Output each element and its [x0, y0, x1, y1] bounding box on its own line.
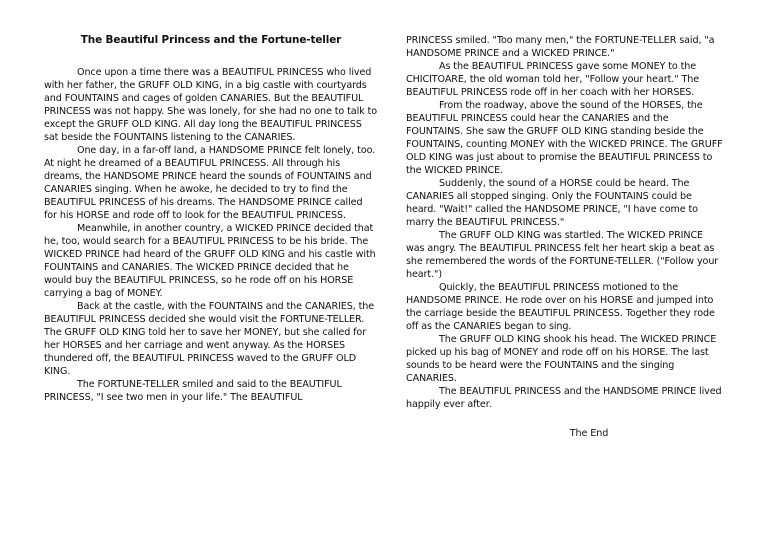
paragraph: The FORTUNE-TELLER smiled and said to the BEAUTIFUL PRINCESS, "I see two men in your life." The BEAUTIFUL [44, 379, 342, 403]
paragraph: Back at the castle, with the FOUNTAINS and the CANARIES, the BEAUTIFUL PRINCESS decided she would visit the FORTUNE-TELLER. The GRUFF OLD KING told her to save her MONEY, but she called for her HORSES and her carriage and went anyway. As the HORSES thundered off, the BEAUTIFUL PRINCESS waved to the GRUFF OLD KING. [44, 301, 375, 377]
paragraph: From the roadway, above the sound of the HORSES, the BEAUTIFUL PRINCESS could hear the CANARIES and the FOUNTAINS. She saw the GRUFF OLD KING standing beside the FOUNTAINS, counting MONEY with the WICKED PRINCE. The GRUFF OLD KING was just about to promise the BEAUTIFUL PRINCESS to the WICKED PRINCE. [406, 100, 723, 176]
paragraph: Suddenly, the sound of a HORSE could be heard. The CANARIES all stopped singing. Only the FOUNTAINS could be heard. "Wait!" called the HANDSOME PRINCE, "I have come to marry the BEAUTIFUL PRINCESS." [406, 178, 698, 228]
paragraph: Once upon a time there was a BEAUTIFUL PRINCESS who lived with her father, the GRUFF OLD KING, in a big castle with courtyards and FOUNTAINS and cages of golden CANARIES. But the BEAUTIFUL PRINCESS was not happy. She was lonely, for she had no one to talk to except the GRUFF OLD KING. All day long the BEAUTIFUL PRINCESS sat beside the FOUNTAINS listening to the CANARIES. [44, 67, 377, 143]
paragraph: The GRUFF OLD KING shook his head. The WICKED PRINCE picked up his bag of MONEY and rode off on his HORSE. The last sounds to be heard were the FOUNTAINS and the singing CANARIES. [406, 334, 717, 384]
the-end-label: The End [569, 428, 609, 439]
story-title: The Beautiful Princess and the Fortune-teller [80, 34, 342, 46]
paragraph: The GRUFF OLD KING was startled. The WICKED PRINCE was angry. The BEAUTIFUL PRINCESS felt her heart skip a beat as she remembered the words of the FORTUNE-TELLER. ("Follow your heart.") [406, 230, 719, 280]
paragraph: Meanwhile, in another country, a WICKED PRINCE decided that he, too, would search for a BEAUTIFUL PRINCESS to be his bride. The WICKED PRINCE had heard of the GRUFF OLD KING and his castle with FOUNTAINS and CANARIES. The WICKED PRINCE decided that he would buy the BEAUTIFUL PRINCESS, so he rode off on his HORSE carrying a bag of MONEY. [44, 223, 376, 299]
paragraph: As the BEAUTIFUL PRINCESS gave some MONEY to the CHICITOARE, the old woman told her, "Follow your heart." The BEAUTIFUL PRINCESS rode off in her coach with her HORSES. [406, 61, 700, 98]
paragraph: Quickly, the BEAUTIFUL PRINCESS motioned to the HANDSOME PRINCE. He rode over on his HORSE and jumped into the carriage beside the BEAUTIFUL PRINCESS. Together they rode off as the CANARIES began to sing. [406, 282, 715, 332]
left-column [44, 34, 378, 404]
paragraph-continued: PRINCESS smiled. "Too many men," the FORTUNE-TELLER said, "a HANDSOME PRINCE and a WICKED PRINCE." [406, 35, 715, 59]
paragraph: One day, in a far-off land, a HANDSOME PRINCE felt lonely, too. At night he dreamed of a BEAUTIFUL PRINCESS. All through his dreams, the HANDSOME PRINCE heard the sounds of FOUNTAINS and CANARIES singing. When he awoke, he decided to try to find the BEAUTIFUL PRINCESS of his dreams. The HANDSOME PRINCE called for his HORSE and rode off to look for the BEAUTIFUL PRINCESS. [44, 145, 376, 221]
right-column [406, 34, 724, 440]
paragraph: The BEAUTIFUL PRINCESS and the HANDSOME PRINCE lived happily ever after. [406, 386, 722, 410]
